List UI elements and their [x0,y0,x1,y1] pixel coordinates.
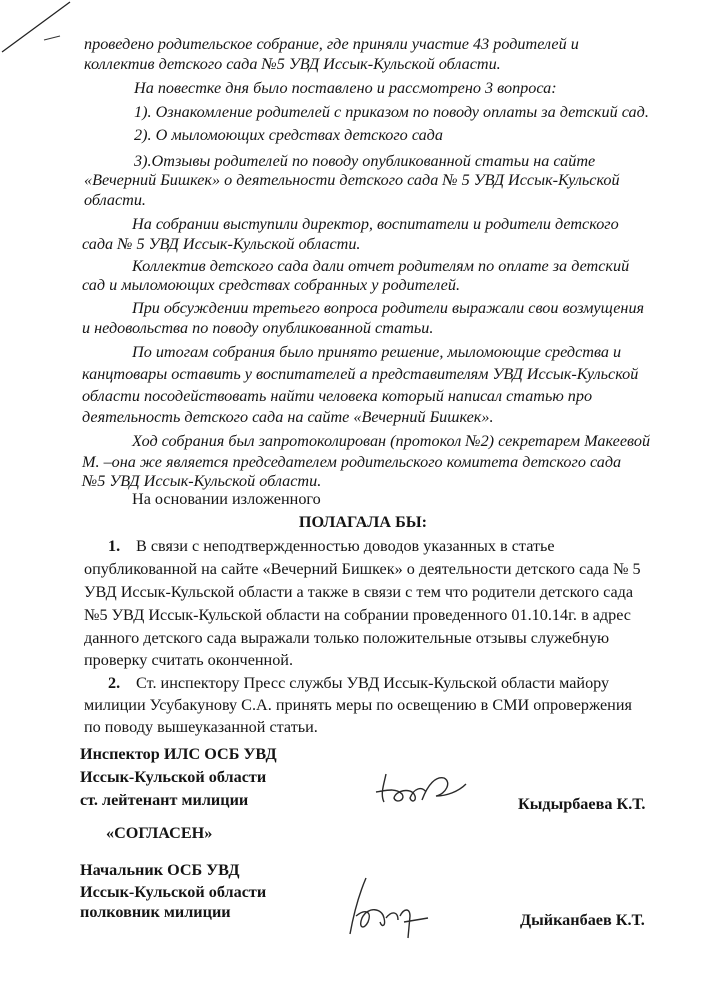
item-number: 1. [108,537,121,555]
text-line: данного детского сада выражали только положительные отзывы служебную [84,629,610,647]
text-line: УВД Иссык-Кульской области а также в связи с тем что родители детского сада [84,583,634,601]
text-line: Коллектив детского сада дали отчет родителям по оплате за детский [132,257,630,275]
author-position-line: ст. лейтенант милиции [80,791,249,809]
text-line: области. [84,191,146,209]
approver-signature [338,872,438,942]
agreed-label: «СОГЛАСЕН» [106,824,213,842]
text-line: по поводу вышеуказанной статьи. [84,718,318,736]
text-line: №5 УВД Иссык-Кульской области на собрании проведенного 01.10.14г. в адрес [84,606,631,624]
text-line: 2). О мыломоющих средствах детского сада [134,126,443,144]
text-line: На повестке дня было поставлено и рассмотрено 3 вопроса: [134,79,557,97]
text-line: канцтовары оставить у воспитателей а представителям УВД Иссык-Кульской [82,365,639,383]
approver-name: Дыйканбаев К.Т. [520,911,645,929]
approver-position-line: Начальник ОСБ УВД [80,861,240,879]
text-line: «Вечерний Бишкек» о деятельности детского сада № 5 УВД Иссык-Кульской [84,171,620,189]
author-position-line: Иссык-Кульской области [80,768,267,786]
author-name: Кыдырбаева К.Т. [518,795,646,813]
conclusion-heading: ПОЛАГАЛА БЫ: [298,513,428,531]
page-corner-mark [0,0,80,60]
author-position-line: Инспектор ИЛС ОСБ УВД [80,745,277,763]
text-line: М. –она же является председателем родительского комитета детского сада [82,453,622,471]
text-line: При обсуждении третьего вопроса родители выражали свои возмущения [132,299,645,317]
text-line: 1). Ознакомление родителей с приказом по поводу оплаты за детский сад. [134,103,649,121]
text-line: №5 УВД Иссык-Кульской области. [82,472,322,490]
text-line: деятельность детского сада на сайте «Вечерний Бишкек». [82,408,494,426]
text-line: и недовольства по поводу опубликованной статьи. [82,319,434,337]
text-line: В связи с неподтвержденностью доводов указанных в статье [136,537,555,555]
basis-line: На основании изложенного [132,490,321,508]
text-line: коллектив детского сада №5 УВД Иссык-Кульской области. [84,55,501,73]
author-signature [366,764,476,814]
text-line: Ст. инспектору Пресс службы УВД Иссык-Кульской области майору [136,674,610,692]
text-line: проведено родительское собрание, где приняли участие 43 родителей и [84,35,579,53]
text-line: На собрании выступили директор, воспитатели и родители детского [132,215,619,233]
text-line: По итогам собрания было принято решение, мыломоющие средства и [132,343,622,361]
text-line: Ход собрания был запротоколирован (протокол №2) секретарем Макеевой [132,432,651,450]
approver-position-line: полковник милиции [80,903,231,921]
text-line: области посодействовать найти человека который написал статью про [82,387,593,405]
text-line: сада № 5 УВД Иссык-Кульской области. [82,235,361,253]
text-line: проверку считать оконченной. [84,651,294,669]
item-number: 2. [108,674,121,692]
text-line: милиции Усубакунову С.А. принять меры по освещению в СМИ опровержения [84,696,632,714]
text-line: опубликованной на сайте «Вечерний Бишкек» о деятельности детского сада № 5 [84,560,641,578]
text-line: сад и мыломоющих средствах собранных у родителей. [82,276,461,294]
approver-position-line: Иссык-Кульской области [80,883,267,901]
text-line: 3).Отзывы родителей по поводу опубликованной статьи на сайте [134,152,596,170]
